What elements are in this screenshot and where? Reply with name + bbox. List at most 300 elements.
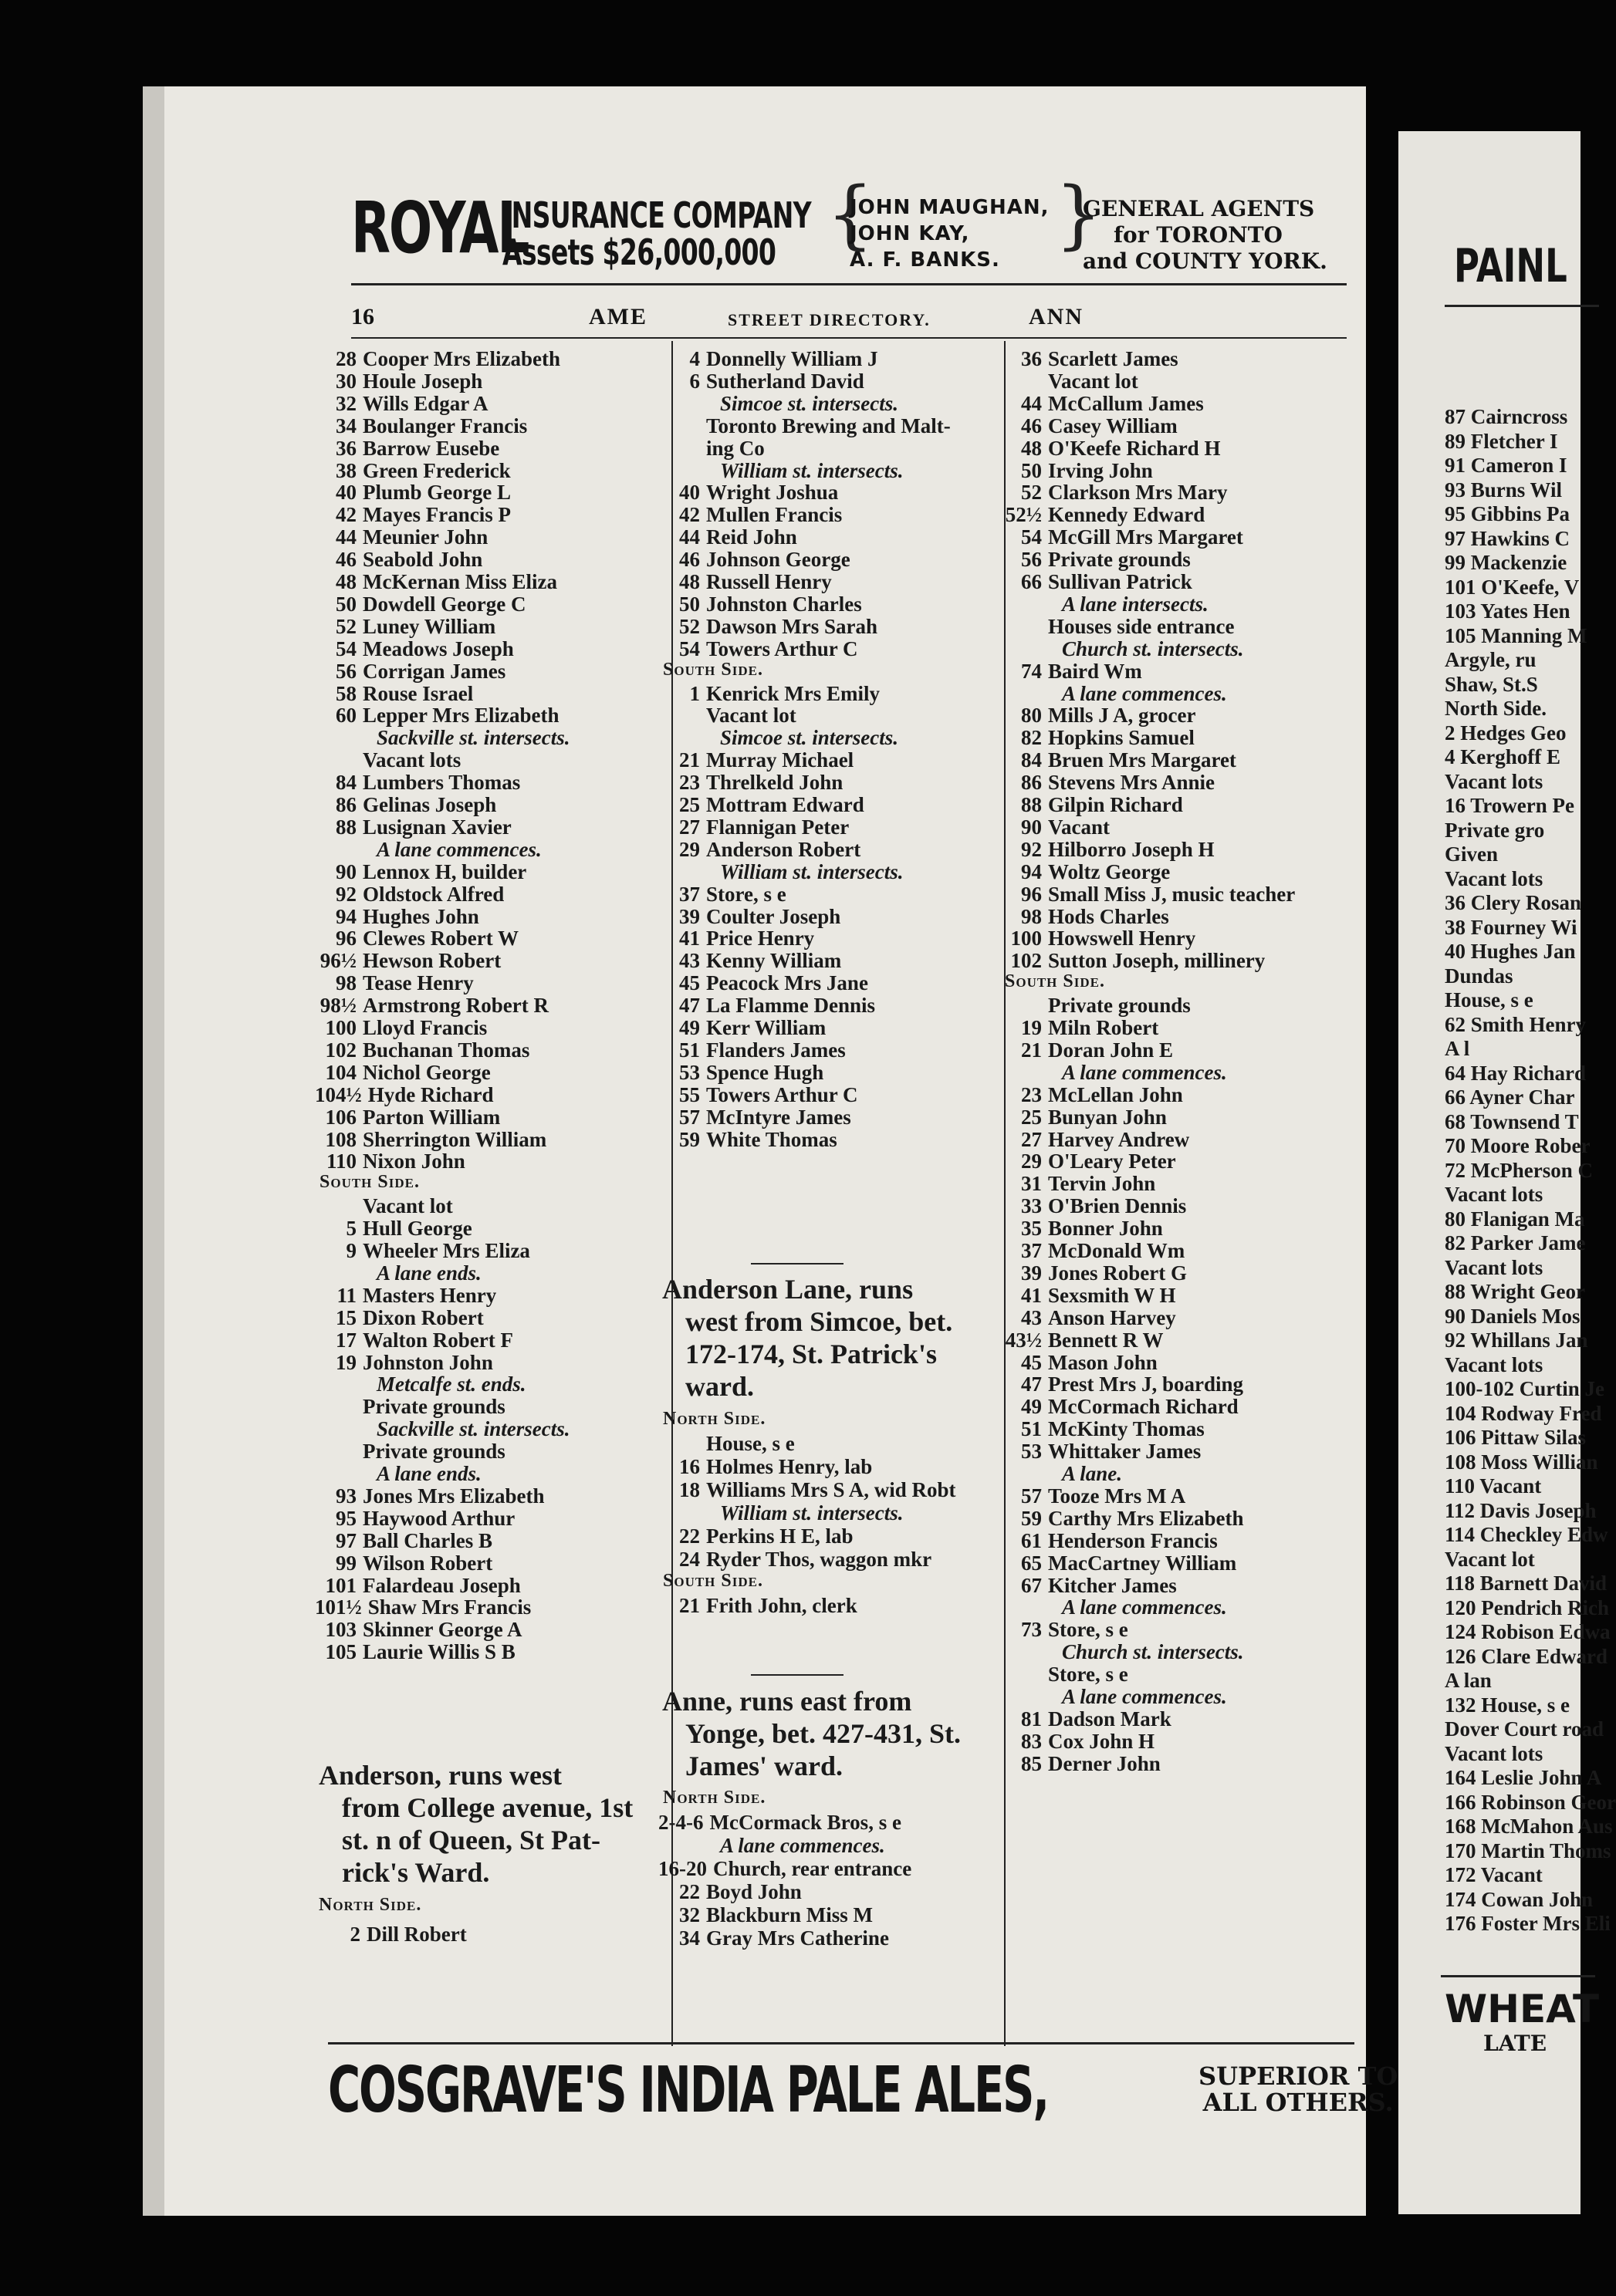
adjacent-list-item: Given: [1445, 842, 1499, 866]
list-item: [1000, 1574, 1177, 1598]
list-item: [1000, 905, 1169, 929]
resident-name: Anderson Robert: [706, 837, 861, 861]
list-item: [1000, 548, 1191, 572]
list-item: [658, 905, 840, 929]
adjacent-list-item: 16 Trowern Pe: [1445, 794, 1574, 817]
resident-name: Hopkins Samuel: [1048, 726, 1195, 750]
resident-name: Luney William: [363, 614, 496, 638]
house-number: 50: [1021, 458, 1042, 482]
list-item: [1000, 1329, 1164, 1352]
resident-name: Derner John: [1048, 1751, 1161, 1775]
resident-name: Plumb George L: [363, 481, 511, 505]
adjacent-page: [1398, 131, 1616, 2214]
adjacent-list-item: 174 Cowan John: [1445, 1887, 1594, 1911]
adjacent-list-item: Private gro: [1445, 818, 1545, 842]
adjacent-list-item: House, s e: [1445, 988, 1533, 1011]
section-rule: [751, 1674, 843, 1676]
list-item: [315, 615, 495, 639]
list-item: [1000, 1128, 1189, 1152]
list-item: [315, 1106, 500, 1129]
list-item: [1000, 1351, 1158, 1375]
resident-name: Green Frederick: [363, 458, 511, 482]
resident-name: Private grounds: [363, 1395, 505, 1419]
list-item: [1000, 525, 1243, 549]
house-number: 104½: [315, 1082, 362, 1106]
house-number: 98: [336, 971, 357, 995]
house-number: 5: [346, 1217, 357, 1241]
list-item: [658, 347, 878, 371]
list-item: [1000, 748, 1236, 772]
adjacent-list-item: 110 Vacant: [1445, 1474, 1542, 1497]
section-note: A lane.: [1062, 1462, 1123, 1485]
house-number: 57: [1021, 1484, 1042, 1508]
list-item: [658, 370, 864, 393]
adjacent-list-item: 166 Robinson Geor: [1445, 1790, 1616, 1814]
adjacent-list-item: 172 Vacant: [1445, 1863, 1543, 1886]
resident-name: Lloyd Francis: [363, 1016, 488, 1039]
resident-name: Vacant lot: [1048, 369, 1138, 393]
footer-advertisement: COSGRAVE'S INDIA PALE ALES,: [328, 2054, 1049, 2127]
list-item: [1000, 1529, 1218, 1553]
list-item: [315, 1640, 516, 1664]
house-number: 102: [1010, 949, 1042, 973]
header-brace-left: {: [827, 171, 874, 258]
resident-name: Boulanger Francis: [363, 414, 528, 437]
house-number: 102: [325, 1038, 357, 1062]
list-item: [315, 1128, 546, 1152]
street-heading-cont: west from Simcoe, bet.: [685, 1306, 953, 1337]
resident-name: Wright Joshua: [706, 481, 839, 505]
house-number: 25: [679, 793, 700, 816]
house-number: 40: [336, 481, 357, 505]
list-item: [1000, 1373, 1243, 1396]
list-item: [315, 1016, 487, 1040]
resident-name: Small Miss J, music teacher: [1048, 882, 1296, 906]
list-item: [1000, 503, 1205, 527]
resident-name: Towers Arthur C: [706, 1082, 858, 1106]
list-item: [1000, 1217, 1163, 1241]
street-heading-anderson: Anderson, runs west: [319, 1760, 563, 1791]
house-number: 32: [679, 1903, 700, 1926]
house-number: 44: [679, 525, 700, 549]
house-number: 44: [336, 525, 357, 549]
house-number: 105: [325, 1640, 357, 1664]
adjacent-list-item: 2 Hedges Geo: [1445, 721, 1567, 745]
house-number: 4: [689, 347, 700, 370]
house-number: 94: [336, 904, 357, 928]
house-number: 50: [336, 592, 357, 616]
resident-name: Reid John: [706, 525, 797, 549]
house-number: 98½: [319, 994, 357, 1018]
house-number: 43: [679, 949, 700, 973]
adjacent-list-item: 89 Fletcher I: [1445, 429, 1558, 453]
footer-tagline-line: SUPERIOR TO: [1198, 2061, 1398, 2091]
house-number: 22: [679, 1880, 700, 1903]
house-number: 96½: [319, 949, 357, 973]
adjacent-list-item: 62 Smith Henry: [1445, 1012, 1587, 1036]
list-item: [1000, 1172, 1155, 1196]
list-item: [658, 503, 842, 527]
list-item: [315, 437, 499, 461]
resident-name: Lepper Mrs Elizabeth: [363, 704, 560, 728]
resident-name: Bennett R W: [1048, 1328, 1164, 1352]
street-heading-cont: 172-174, St. Patrick's: [685, 1339, 937, 1369]
resident-name: Mayes Francis P: [363, 503, 511, 527]
house-number: 39: [679, 904, 700, 928]
adjacent-list-item: 120 Pendrich Rich: [1445, 1595, 1609, 1619]
resident-name: Flannigan Peter: [706, 815, 850, 839]
list-item: [315, 1440, 505, 1464]
list-item: [1000, 437, 1220, 461]
section-note: A lane intersects.: [1062, 592, 1209, 616]
street-heading-anne: Anne, runs east from: [662, 1686, 912, 1717]
side-label: South Side.: [1005, 971, 1105, 992]
resident-name: Wheeler Mrs Eliza: [363, 1239, 530, 1262]
running-head-center: STREET DIRECTORY.: [728, 310, 931, 329]
house-number: 104: [325, 1060, 357, 1084]
resident-name: McGill Mrs Margaret: [1048, 525, 1243, 549]
header-agent-name: JOHN MAUGHAN,: [850, 196, 1050, 219]
resident-name: Private grounds: [363, 1440, 505, 1464]
resident-name: Sutherland David: [706, 369, 864, 393]
list-item: [658, 481, 838, 505]
house-number: 24: [679, 1548, 700, 1571]
house-number: 36: [1021, 347, 1042, 370]
resident-name: Kenny William: [706, 949, 842, 973]
house-number: 110: [326, 1150, 357, 1173]
section-note: A lane commences.: [720, 1834, 885, 1857]
adjacent-list-item: 88 Wright Geor: [1445, 1280, 1585, 1303]
resident-name: Corrigan James: [363, 659, 506, 683]
adjacent-list-item: 72 McPherson C: [1445, 1158, 1593, 1182]
list-item: [1000, 1106, 1167, 1129]
adjacent-page-rule: [1445, 305, 1599, 307]
resident-name: Scarlett James: [1048, 347, 1178, 370]
house-number: 51: [679, 1038, 700, 1062]
adjacent-list-item: 103 Yates Hen: [1445, 599, 1570, 623]
list-item: [315, 682, 473, 706]
resident-name: Baird Wm: [1048, 659, 1142, 683]
resident-name: Prest Mrs J, boarding: [1048, 1373, 1243, 1396]
resident-name: White Thomas: [706, 1127, 837, 1151]
resident-name: ing Co: [706, 436, 765, 460]
list-item: [315, 971, 474, 995]
house-number: 86: [336, 793, 357, 816]
resident-name: O'Keefe Richard H: [1048, 436, 1221, 460]
list-item: [658, 1478, 956, 1502]
resident-name: Church, rear entrance: [713, 1857, 912, 1880]
adjacent-list-item: 101 O'Keefe, V: [1445, 575, 1580, 599]
house-number: 45: [1021, 1350, 1042, 1374]
list-item: [1000, 1016, 1158, 1040]
list-item: [658, 1061, 823, 1085]
resident-name: Meunier John: [363, 525, 489, 549]
section-note: A lane commences.: [377, 837, 542, 861]
section-note: A lane commences.: [1062, 1595, 1227, 1619]
adjacent-list-item: 104 Rodway Fred: [1445, 1401, 1602, 1425]
resident-name: Vacant lot: [706, 704, 796, 728]
resident-name: O'Leary Peter: [1048, 1150, 1176, 1173]
section-rule: [751, 1263, 843, 1264]
resident-name: Cooper Mrs Elizabeth: [363, 347, 560, 370]
list-item: [1000, 392, 1204, 416]
house-number: 49: [1021, 1395, 1042, 1419]
footer-rule: [328, 2042, 1354, 2044]
list-item: [315, 570, 557, 594]
resident-name: Mullen Francis: [706, 503, 843, 527]
footer-tagline: [1198, 2063, 1398, 2115]
house-number: 47: [679, 994, 700, 1018]
resident-name: Miln Robert: [1048, 1016, 1159, 1039]
section-note: A lane ends.: [377, 1261, 482, 1285]
list-item: [1000, 793, 1183, 817]
list-item: [315, 548, 482, 572]
resident-name: Hull George: [363, 1217, 472, 1241]
list-item: [658, 1128, 837, 1152]
list-item: 2 Dill Robert: [350, 1923, 467, 1946]
list-item: [315, 1038, 529, 1062]
house-number: 90: [336, 859, 357, 883]
house-number: 61: [1021, 1528, 1042, 1552]
house-number: 52: [1021, 481, 1042, 505]
list-item: [658, 1432, 795, 1456]
street-heading-cont: Yonge, bet. 427-431, St.: [685, 1718, 961, 1749]
list-item: [315, 392, 489, 416]
adjacent-list-item: Vacant lots: [1445, 769, 1543, 793]
list-item: [1000, 1306, 1176, 1330]
house-number: 37: [1021, 1239, 1042, 1262]
list-item: [1000, 994, 1191, 1018]
section-note: Sackville st. intersects.: [377, 726, 570, 750]
adjacent-list-item: 176 Foster Mrs Eli: [1445, 1912, 1611, 1935]
section-note: Simcoe st. intersects.: [720, 726, 898, 750]
list-item: [1000, 1507, 1243, 1531]
resident-name: Store, s e: [706, 882, 786, 906]
resident-name: Houle Joseph: [363, 369, 483, 393]
house-number: 22: [679, 1524, 700, 1548]
resident-name: Carthy Mrs Elizabeth: [1048, 1506, 1244, 1530]
resident-name: Vacant lots: [363, 748, 461, 772]
house-number: 101: [325, 1573, 357, 1597]
list-item: [658, 593, 862, 616]
resident-name: Toronto Brewing and Malt-: [706, 414, 951, 437]
list-item: [1000, 949, 1265, 973]
side-label: North Side.: [319, 1895, 422, 1915]
house-number: 54: [336, 636, 357, 660]
adjacent-list-item: Vacant lots: [1445, 1255, 1543, 1279]
adjacent-page-footer-sub: LATE: [1483, 2031, 1547, 2056]
resident-name: Ball Charles B: [363, 1528, 493, 1552]
adjacent-list-item: 99 Mackenzie: [1445, 551, 1567, 574]
header-company: INSURANCE COMPANY: [502, 194, 811, 236]
list-item: [1000, 1551, 1236, 1575]
house-number: 18: [679, 1478, 700, 1501]
house-number: 73: [1021, 1618, 1042, 1642]
list-item: [658, 1524, 854, 1548]
resident-name: Price Henry: [706, 927, 815, 950]
house-number: 90: [1021, 815, 1042, 839]
list-item: [315, 1529, 492, 1553]
list-item: [1000, 1440, 1201, 1464]
adjacent-list-item: Vacant lots: [1445, 1741, 1543, 1765]
adjacent-list-item: 87 Cairncross: [1445, 405, 1568, 428]
house-number: 80: [1021, 704, 1042, 728]
list-item: [658, 615, 877, 639]
list-item: [1000, 771, 1215, 795]
house-number: 83: [1021, 1729, 1042, 1753]
resident-name: Perkins H E, lab: [706, 1524, 854, 1548]
resident-name: Flanders James: [706, 1038, 846, 1062]
house-number: 29: [679, 837, 700, 861]
list-item: [315, 860, 526, 884]
list-item: [315, 704, 559, 728]
section-note: A lane commences.: [1062, 1060, 1227, 1084]
resident-name: Russell Henry: [706, 570, 832, 593]
resident-name: Lusignan Xavier: [363, 815, 512, 839]
adjacent-list-item: 106 Pittaw Silas: [1445, 1426, 1587, 1449]
adjacent-list-item: Vacant lots: [1445, 866, 1543, 890]
list-item: [315, 1574, 521, 1598]
resident-name: Cox John H: [1048, 1729, 1155, 1753]
side-label: South Side.: [663, 1571, 763, 1591]
list-item: [315, 1618, 522, 1642]
resident-name: Sexsmith W H: [1048, 1283, 1176, 1307]
list-item: [658, 1880, 802, 1904]
list-item: [1000, 660, 1142, 684]
resident-name: Holmes Henry, lab: [706, 1455, 873, 1478]
resident-name: Skinner George A: [363, 1618, 522, 1642]
house-number: 31: [1021, 1172, 1042, 1196]
section-note: A lane commences.: [1062, 1685, 1227, 1708]
adjacent-page-footer-rule: [1441, 1975, 1595, 1977]
house-number: 42: [679, 503, 700, 527]
list-item: [658, 548, 850, 572]
list-item: [315, 927, 519, 950]
list-item: [1000, 1194, 1186, 1218]
house-number: 21: [679, 748, 700, 772]
house-number: 100: [1010, 927, 1042, 950]
resident-name: Jones Robert G: [1048, 1261, 1187, 1285]
list-item: [315, 905, 479, 929]
house-number: 84: [336, 771, 357, 795]
resident-name: McDonald Wm: [1048, 1239, 1185, 1262]
house-number: 34: [679, 1926, 700, 1950]
list-item: [1000, 1663, 1128, 1687]
resident-name: Hughes John: [363, 904, 479, 928]
adjacent-list-item: 126 Clare Edward: [1445, 1644, 1608, 1668]
list-item: [1000, 414, 1178, 438]
house-number: 21: [1021, 1038, 1042, 1062]
adjacent-list-item: Shaw, St.S: [1445, 672, 1538, 696]
list-item: [1000, 1150, 1176, 1173]
adjacent-list-item: 170 Martin Thoms: [1445, 1838, 1611, 1862]
list-item: [1000, 927, 1195, 950]
resident-name: Mottram Edward: [706, 793, 864, 816]
header-brand: ROYAL: [351, 187, 529, 269]
house-number: 88: [336, 815, 357, 839]
list-item: [658, 437, 765, 461]
resident-name: Clarkson Mrs Mary: [1048, 481, 1228, 505]
list-item: [315, 1329, 513, 1352]
header-agent-name: A. F. BANKS.: [850, 248, 1000, 272]
adjacent-list-item: 4 Kerghoff E: [1445, 745, 1560, 768]
house-number: 45: [679, 971, 700, 995]
house-number: 46: [336, 548, 357, 572]
list-item: [315, 414, 527, 438]
list-item: [315, 1306, 484, 1330]
header-agent-role: for TORONTO: [1114, 222, 1283, 248]
resident-name: La Flamme Dennis: [706, 994, 875, 1018]
resident-name: McCallum James: [1048, 391, 1204, 415]
adjacent-list-item: 92 Whillans Jan: [1445, 1329, 1588, 1352]
resident-name: Gilpin Richard: [1048, 793, 1183, 816]
resident-name: Anson Harvey: [1048, 1305, 1176, 1329]
house-number: 85: [1021, 1751, 1042, 1775]
list-item: [1000, 1083, 1183, 1107]
house-number: 2-4-6: [658, 1811, 704, 1834]
adjacent-list-item: 91 Cameron I: [1445, 454, 1567, 477]
house-number: 17: [336, 1328, 357, 1352]
list-item: [658, 971, 868, 995]
house-number: 41: [679, 927, 700, 950]
resident-name: Doran John E: [1048, 1038, 1174, 1062]
resident-name: Nixon John: [363, 1150, 465, 1173]
resident-name: Kennedy Edward: [1048, 503, 1205, 527]
resident-name: Tease Henry: [363, 971, 474, 995]
house-number: 23: [679, 771, 700, 795]
adjacent-list-item: 108 Moss Willian: [1445, 1450, 1598, 1474]
list-item: [315, 815, 512, 839]
section-note: Church st. intersects.: [1062, 636, 1244, 660]
adjacent-list-item: 68 Townsend T: [1445, 1109, 1579, 1133]
resident-name: Irving John: [1048, 458, 1153, 482]
house-number: 48: [1021, 436, 1042, 460]
list-item: [658, 1903, 873, 1927]
page-number: 16: [351, 304, 374, 329]
house-number: 46: [1021, 414, 1042, 437]
section-note: A lane ends.: [377, 1462, 482, 1485]
adjacent-list-item: 36 Clery Rosan: [1445, 891, 1581, 914]
section-note: Metcalfe st. ends.: [377, 1373, 526, 1396]
house-number: 95: [336, 1506, 357, 1530]
street-heading-anderson-lane: Anderson Lane, runs: [662, 1274, 914, 1305]
resident-name: House, s e: [706, 1432, 795, 1455]
resident-name: McCormack Bros, s e: [709, 1811, 901, 1834]
list-item: [315, 1150, 465, 1173]
list-item: [658, 883, 786, 907]
house-number: 60: [336, 704, 357, 728]
list-item: [315, 1061, 491, 1085]
house-number: 57: [679, 1105, 700, 1129]
house-number: 43½: [1005, 1328, 1042, 1352]
resident-name: Private grounds: [1048, 548, 1191, 572]
adjacent-list-item: Argyle, ru: [1445, 648, 1537, 671]
list-item: [315, 660, 505, 684]
side-label: North Side.: [663, 1409, 766, 1429]
list-item: [658, 1016, 826, 1040]
resident-name: Vacant lot: [363, 1194, 453, 1218]
list-item: [1000, 1618, 1128, 1642]
resident-name: Mason John: [1048, 1350, 1158, 1374]
house-number: 19: [1021, 1016, 1042, 1039]
list-item: [1000, 1752, 1161, 1776]
house-number: 101½: [315, 1595, 362, 1619]
resident-name: Shaw Mrs Francis: [367, 1595, 532, 1619]
resident-name: Harvey Andrew: [1048, 1127, 1190, 1151]
resident-name: Hewson Robert: [363, 949, 502, 973]
house-number: 92: [1021, 837, 1042, 861]
house-number: 96: [1021, 882, 1042, 906]
